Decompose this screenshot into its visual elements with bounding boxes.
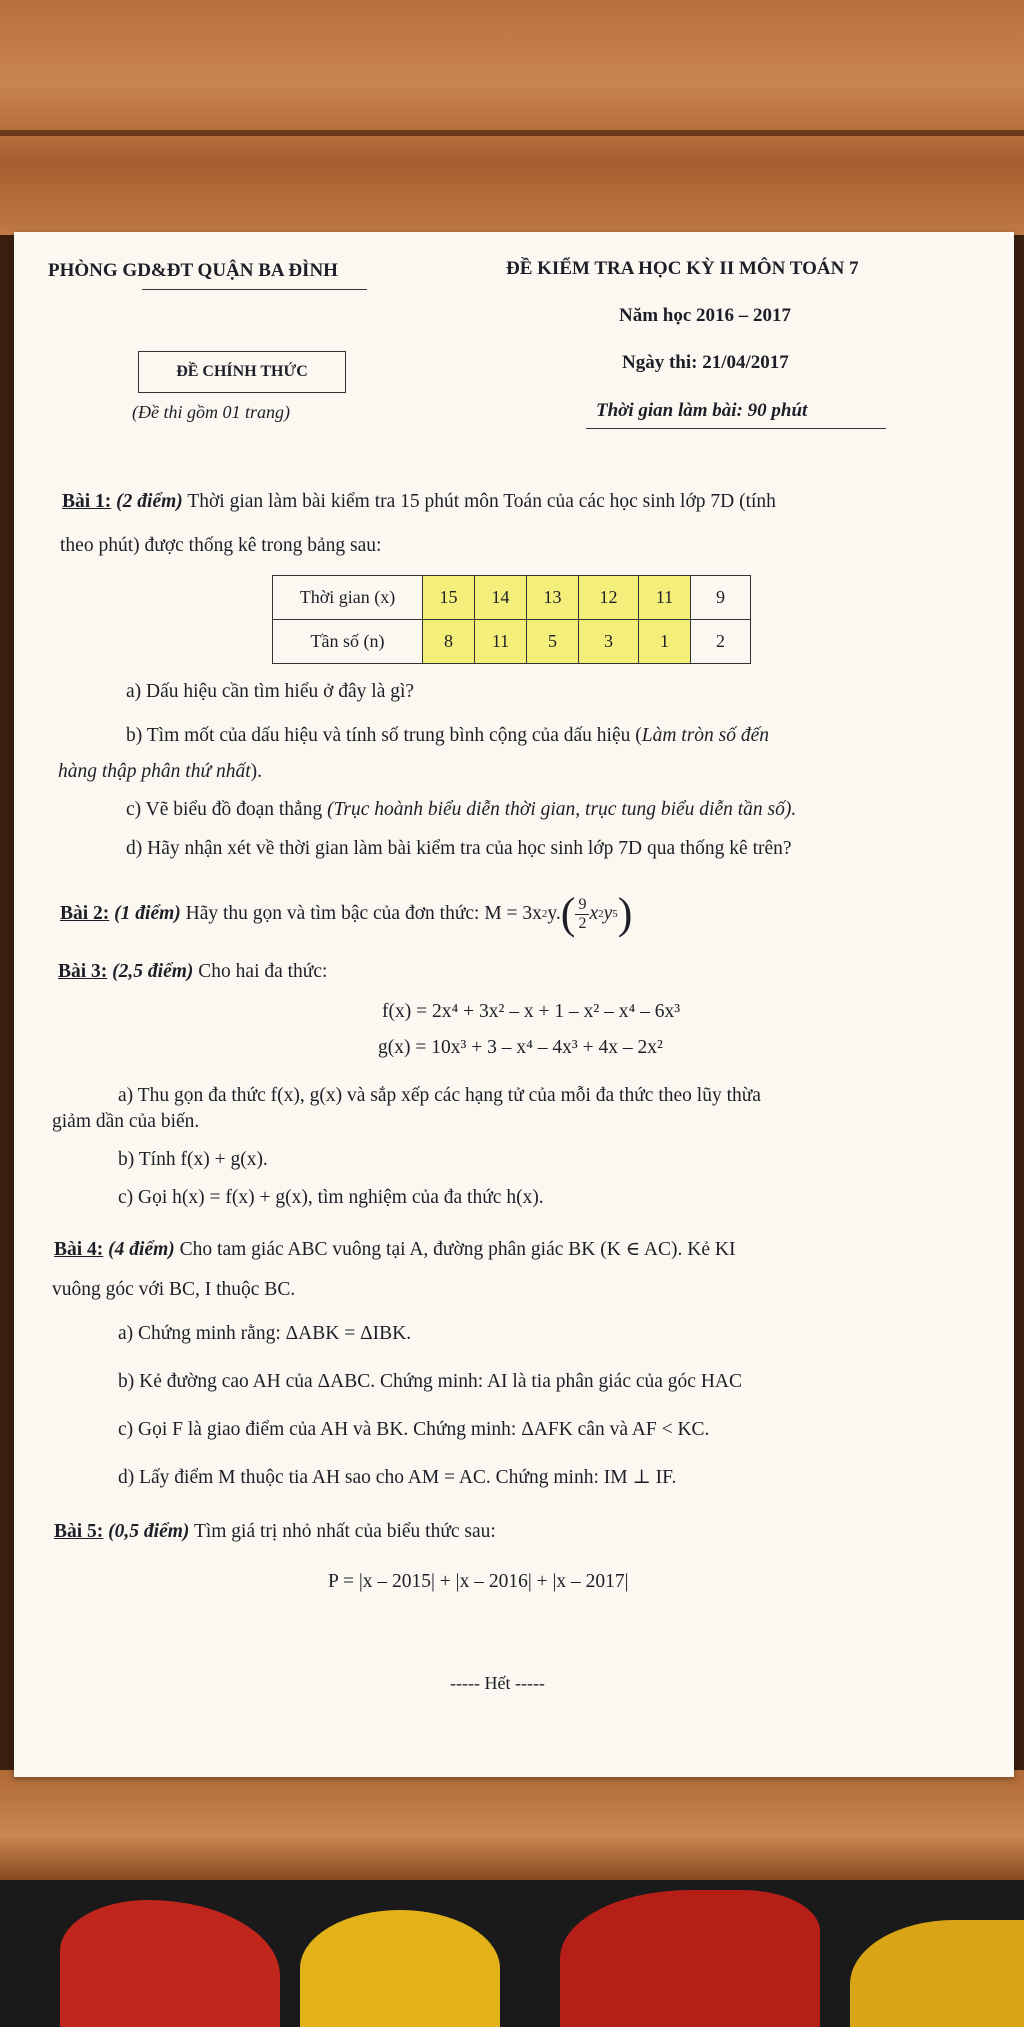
bai5-formula: P = |x – 2015| + |x – 2016| + |x – 2017| [328, 1571, 629, 1592]
bai3-question-b: b) Tính f(x) + g(x). [118, 1149, 268, 1170]
table-row [273, 576, 751, 620]
office-name: PHÒNG GD&ĐT QUẬN BA ĐÌNH [48, 260, 338, 281]
cloth-pattern [560, 1890, 820, 2027]
bai3-title: Bài 3: [58, 961, 108, 982]
bai1-b-text: b) Tìm mốt của dấu hiệu và tính số trung bình cộng của dấu hiệu ( [126, 725, 642, 746]
bai3-question-c: c) Gọi h(x) = f(x) + g(x), tìm nghiệm của đa thức h(x). [118, 1187, 544, 1208]
wooden-table-top [0, 0, 1024, 235]
cloth-pattern [60, 1900, 280, 2027]
bai1-question-d: d) Hãy nhận xét về thời gian làm bài kiểm tra của học sinh lớp 7D qua thống kê trên? [126, 838, 792, 859]
table-cell: 13 [527, 576, 579, 620]
table-header-cell: Thời gian (x) [273, 576, 423, 620]
table-cell: 3 [579, 620, 639, 664]
school-year: Năm học 2016 – 2017 [619, 305, 792, 326]
bai1-question-b-line2 [58, 762, 262, 782]
cloth-pattern [300, 1910, 500, 2027]
bai1-c-italic: (Trục hoành biểu diễn thời gian, trục tung biểu diễn tần số). [327, 799, 797, 820]
table-cell: 8 [423, 620, 475, 664]
duration-underline [586, 428, 886, 429]
table-header-cell: Tần số (n) [273, 620, 423, 664]
bai4-question-b: b) Kẻ đường cao AH của ΔABC. Chứng minh: AI là tia phân giác của góc HAC [118, 1371, 742, 1392]
bai4-line2: vuông góc với BC, I thuộc BC. [52, 1279, 296, 1300]
bai5-title: Bài 5: [54, 1521, 104, 1542]
bai3-points: (2,5 điểm) [112, 961, 194, 982]
exam-duration: Thời gian làm bài: 90 phút [596, 400, 808, 421]
bai1-b-italic: Làm tròn số đến [641, 725, 770, 746]
bai3-line1 [58, 962, 327, 982]
bai3-question-a-line1: a) Thu gọn đa thức f(x), g(x) và sắp xếp các hạng tử của mỗi đa thức theo lũy thừa [118, 1085, 761, 1106]
bai2-text: Hãy thu gọn và tìm bậc của đơn thức: M = 3x [185, 903, 542, 925]
bai2-title: Bài 2: [60, 903, 110, 925]
fraction-numerator: 9 [575, 896, 589, 915]
bai1-question-b-line1 [126, 726, 769, 746]
bai4-question-d: d) Lấy điểm M thuộc tia AH sao cho AM = AC. Chứng minh: IM ⊥ IF. [118, 1467, 677, 1488]
bai1-title: Bài 1: [62, 491, 112, 512]
bai2-points: (1 điểm) [114, 903, 181, 925]
frequency-table [272, 575, 751, 664]
bai5-points: (0,5 điểm) [108, 1521, 190, 1542]
table-groove [0, 130, 1024, 136]
table-cell: 2 [691, 620, 751, 664]
bai3-question-a-line2: giảm dần của biến. [52, 1111, 200, 1132]
table-cell: 12 [579, 576, 639, 620]
patterned-cloth [0, 1880, 1024, 2027]
exam-title: ĐỀ KIỂM TRA HỌC KỲ II MÔN TOÁN 7 [506, 258, 859, 279]
table-cell: 9 [691, 576, 751, 620]
open-paren: ( [560, 889, 576, 938]
wooden-table-bottom [0, 1770, 1024, 1880]
table-cell: 11 [475, 620, 527, 664]
close-paren: ) [617, 889, 633, 938]
polynomial-f: f(x) = 2x⁴ + 3x² – x + 1 – x² – x⁴ – 6x³ [382, 1001, 681, 1022]
exam-date: Ngày thi: 21/04/2017 [622, 352, 789, 373]
bai1-line2: theo phút) được thống kê trong bảng sau: [60, 535, 382, 556]
bai1-b-end: ). [250, 761, 263, 782]
bai1-question-c [126, 800, 796, 820]
bai1-text: Thời gian làm bài kiểm tra 15 phút môn Toán của các học sinh lớp 7D (tính [187, 491, 776, 512]
bai1-question-a: a) Dấu hiệu cần tìm hiểu ở đây là gì? [126, 681, 415, 702]
table-cell: 5 [527, 620, 579, 664]
bai4-points: (4 điểm) [108, 1239, 175, 1260]
table-row [273, 620, 751, 664]
bai5-line1 [54, 1522, 496, 1542]
polynomial-g: g(x) = 10x³ + 3 – x⁴ – 4x³ + 4x – 2x² [378, 1037, 663, 1058]
bai4-text: Cho tam giác ABC vuông tại A, đường phân giác BK (K ∈ AC). Kẻ KI [179, 1239, 736, 1260]
exam-paper [14, 232, 1014, 1777]
fraction-denominator: 2 [578, 914, 587, 932]
end-marker: ----- Hết ----- [450, 1673, 545, 1693]
fraction [575, 896, 589, 932]
bai1-c-text: c) Vẽ biểu đồ đoạn thẳng [126, 799, 328, 820]
bai1-line1 [62, 492, 776, 512]
table-cell: 11 [639, 576, 691, 620]
office-underline [142, 289, 367, 290]
bai1-b-italic2: hàng thập phân thứ nhất [58, 761, 251, 782]
bai4-question-c: c) Gọi F là giao điểm của AH và BK. Chứng minh: ΔAFK cân và AF < KC. [118, 1419, 710, 1440]
pages-note: (Đề thi gồm 01 trang) [132, 402, 290, 422]
table-cell: 1 [639, 620, 691, 664]
bai4-title: Bài 4: [54, 1239, 104, 1260]
bai2-line: Bài 2: (1 điểm) Hãy thu gọn và tìm bậc của đơn thức: M = 3x 2 y. ( $\frac{9}{2}$ x 2 y 5 ) [60, 889, 633, 938]
bai4-line1 [54, 1240, 735, 1260]
bai5-text: Tìm giá trị nhỏ nhất của biểu thức sau: [193, 1521, 496, 1542]
official-label: ĐỀ CHÍNH THỨC [138, 351, 346, 393]
cloth-pattern [850, 1920, 1024, 2027]
bai3-text: Cho hai đa thức: [198, 961, 328, 982]
bai1-points: (2 điểm) [116, 491, 183, 512]
table-cell: 15 [423, 576, 475, 620]
bai4-question-a: a) Chứng minh rằng: ΔABK = ΔIBK. [118, 1323, 412, 1344]
table-cell: 14 [475, 576, 527, 620]
